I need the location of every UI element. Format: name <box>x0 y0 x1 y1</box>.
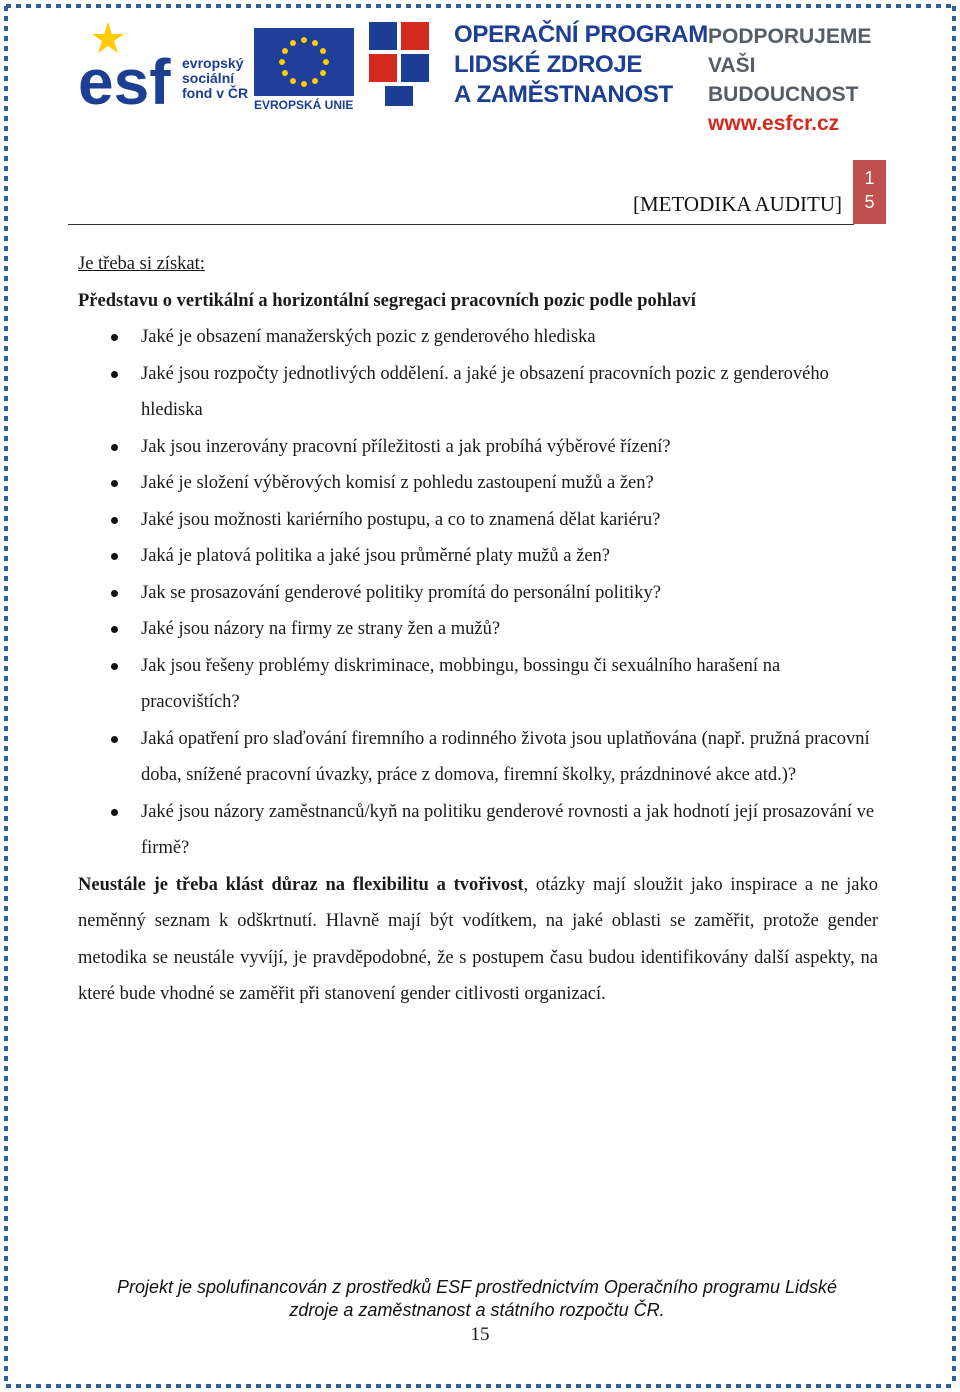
bullet-icon <box>111 444 118 451</box>
esf-line-1: evropský <box>182 55 244 71</box>
op-title <box>454 20 708 110</box>
list-item <box>78 575 878 612</box>
esf-logo-text: esf <box>78 46 171 108</box>
page-number: 15 <box>470 1324 490 1345</box>
bullet-icon <box>111 553 118 560</box>
esf-line-3: fond v ČR <box>182 85 249 101</box>
running-header-title: [METODIKA AUDITU] <box>632 192 842 216</box>
list-item <box>78 794 878 867</box>
list-item <box>78 429 878 466</box>
list-item-text: Jaké jsou názory zaměstnanců/kyň na politiku genderové rovnosti a jak hodnotí její prosazování ve firmě? <box>141 801 875 858</box>
list-item <box>78 611 878 648</box>
header-logos <box>78 14 908 135</box>
list-item-text: Jak jsou inzerovány pracovní příležitosti a jak probíhá výběrové řízení? <box>141 436 671 457</box>
bullet-icon <box>111 371 118 378</box>
esf-caption <box>182 56 248 101</box>
list-item <box>78 721 878 794</box>
list-item-text: Jaké je obsazení manažerských pozic z genderového hlediska <box>141 327 596 347</box>
eu-label: EVROPSKÁ UNIE <box>254 98 354 112</box>
bullet-icon <box>111 517 118 524</box>
footer-line-1: Projekt je spolufinancován z prostředků ESF prostřednictvím Operačního programu Lidské <box>116 1277 838 1297</box>
list-item-text: Jaká opatření pro slaďování firemního a rodinného života jsou uplatňována (např. pružná pracovní doba, snížené pracovní úvazky, práce z domova, firemní školky, prázdninové akce atd.)? <box>141 728 870 785</box>
list-item <box>78 319 878 356</box>
closing-rest: , otázky mají sloužit jako inspirace a ne jako neměnný seznam k odškrtnutí. Hlavně mají být vodítkem, na jaké oblasti se zaměřit, protože gender metodika se neustále vyvíjí, je pravděpodobné, že s postupem času budou identifikovány další aspekty, na které bude vhodné se zaměřit při stanovení gender citlivosti organizací. <box>78 874 878 1004</box>
list-item <box>78 648 878 721</box>
bullet-icon <box>111 736 118 743</box>
list-item-text: Jaké jsou rozpočty jednotlivých oddělení. a jaké je obsazení pracovních pozic z genderového hlediska <box>141 363 829 420</box>
esf-line-2: sociální <box>182 70 235 86</box>
list-item-text: Jaké jsou možnosti kariérního postupu, a co to znamená dělat kariéru? <box>141 509 661 530</box>
support-url-link[interactable]: www.esfcr.cz <box>708 112 840 135</box>
list-item <box>78 356 878 429</box>
bullet-icon <box>111 334 118 341</box>
page-badge: 1 5 <box>853 160 886 224</box>
bullet-icon <box>111 809 118 816</box>
closing-paragraph <box>78 867 878 1013</box>
list-item-text: Jak jsou řešeny problémy diskriminace, mobbingu, bossingu či sexuálního harašení na pracovištích? <box>141 655 781 712</box>
list-item-text: Jaké jsou názory na firmy ze strany žen a mužů? <box>141 619 501 639</box>
eu-flag-icon <box>254 28 354 96</box>
support-line-2: VAŠI BUDOUCNOST <box>708 54 859 106</box>
running-header <box>68 166 854 225</box>
bullet-icon <box>111 663 118 670</box>
page-border-right <box>952 6 956 1386</box>
list-item <box>78 538 878 575</box>
list-item-text: Jak se prosazování genderové politiky promítá do personální politiky? <box>141 582 661 603</box>
intro-line: Je třeba si získat: <box>78 254 205 274</box>
support-line-1: PODPORUJEME <box>708 25 872 48</box>
page-border-top <box>6 4 954 8</box>
list-item-text: Jaká je platová politika a jaké jsou průměrné platy mužů a žen? <box>141 546 611 566</box>
page-border-left <box>4 6 8 1386</box>
section-heading: Představu o vertikální a horizontální segregaci pracovních pozic podle pohlaví <box>78 290 696 311</box>
list-item-text: Jaké je složení výběrových komisí z pohledu zastoupení mužů a žen? <box>141 473 654 493</box>
closing-bold: Neustále je třeba klást důraz na flexibilitu a tvořivost <box>78 874 524 895</box>
question-list <box>78 319 878 867</box>
op-line-3: A ZAMĚSTNANOST <box>454 81 673 108</box>
page-footer <box>60 1276 894 1322</box>
list-item <box>78 465 878 502</box>
op-logo-icon <box>365 14 435 110</box>
page-border-bottom <box>6 1384 954 1388</box>
esf-logo <box>78 18 178 108</box>
main-content <box>78 246 878 1013</box>
footer-line-2: zdroje a zaměstnanost a státního rozpočtu ČR. <box>289 1300 665 1320</box>
bullet-icon <box>111 590 118 597</box>
support-slogan <box>708 22 908 138</box>
op-line-2: LIDSKÉ ZDROJE <box>454 51 643 78</box>
op-line-1: OPERAČNÍ PROGRAM <box>454 21 708 48</box>
bullet-icon <box>111 626 118 633</box>
bullet-icon <box>111 480 118 487</box>
list-item <box>78 502 878 539</box>
